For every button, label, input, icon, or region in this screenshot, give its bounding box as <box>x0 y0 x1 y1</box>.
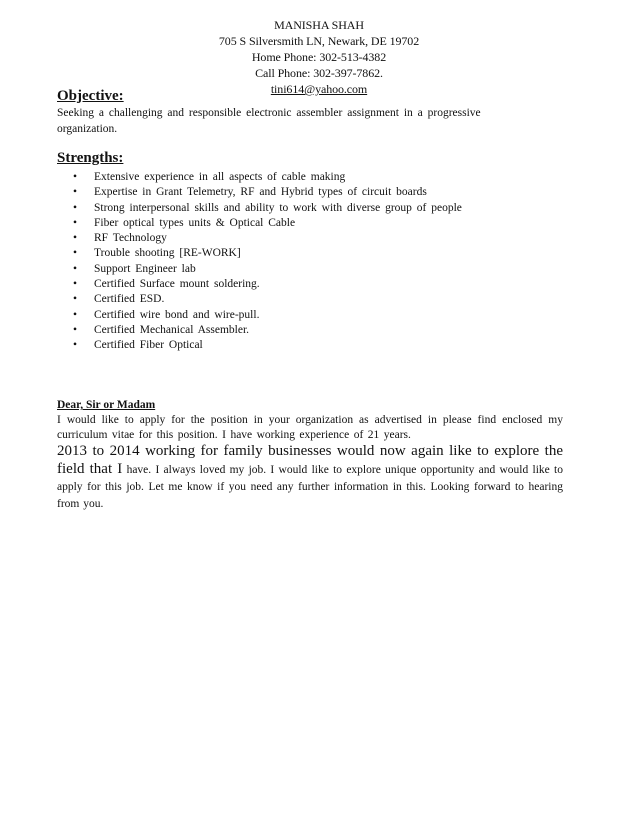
letter-paragraph: I would like to apply for the position in your organization as advertised in please find enclosed my curriculum vitae for this position. I have working experience of 21 years. <box>57 414 563 441</box>
cover-letter <box>57 397 563 513</box>
salutation: Dear, Sir or Madam <box>57 399 156 411</box>
strength-text: Certified Mechanical Assembler. <box>94 323 250 336</box>
list-item <box>73 323 462 338</box>
list-item <box>73 246 462 261</box>
bullet-icon: • <box>73 323 78 336</box>
list-item <box>73 262 462 277</box>
small-text-run: have. I always loved my job. I would like to explore unique opportunity and would like to apply for this job. Let me know if you need any further information in this. Looking forward to hearing from you. <box>57 464 563 510</box>
home-phone: Home Phone: 302-513-4382 <box>251 50 387 64</box>
large-text-run: 2013 to 2014 working for family businesses would now again like to explore the field that I <box>57 443 563 477</box>
bullet-icon: • <box>73 171 78 183</box>
list-item <box>73 292 462 307</box>
list-item <box>73 216 462 231</box>
list-item <box>73 308 462 323</box>
list-item <box>73 338 462 353</box>
objective-text: Seeking a challenging and responsible electronic assembler assignment in a progressive organization. <box>57 107 481 135</box>
bullet-icon: • <box>73 308 78 321</box>
bullet-icon: • <box>73 201 78 214</box>
email-link[interactable]: tini614@yahoo.com <box>270 82 368 96</box>
strength-text: RF Technology <box>94 232 167 245</box>
strengths-list <box>73 170 462 354</box>
bullet-icon: • <box>73 293 78 306</box>
letter-paragraph-mixed <box>57 443 563 513</box>
list-item <box>73 170 462 185</box>
strength-text: Fiber optical types units & Optical Cable <box>94 216 296 229</box>
bullet-icon: • <box>73 216 78 229</box>
bullet-icon: • <box>73 247 78 260</box>
list-item <box>73 201 462 216</box>
strength-text: Certified Surface mount soldering. <box>94 278 260 291</box>
applicant-name: MANISHA SHAH <box>274 18 364 32</box>
strength-text: Extensive experience in all aspects of cable making <box>94 171 346 183</box>
bullet-icon: • <box>73 186 78 199</box>
strength-text: Trouble shooting [RE-WORK] <box>94 247 241 260</box>
strength-text: Certified Fiber Optical <box>94 339 203 352</box>
strength-text: Strong interpersonal skills and ability to work with diverse group of people <box>94 201 462 214</box>
address-line: 705 S Silversmith LN, Newark, DE 19702 <box>218 34 420 48</box>
strength-text: Expertise in Grant Telemetry, RF and Hybrid types of circuit boards <box>94 186 427 199</box>
list-item <box>73 277 462 292</box>
bullet-icon: • <box>73 232 78 245</box>
list-item <box>73 231 462 246</box>
list-item <box>73 185 462 200</box>
call-phone: Call Phone: 302-397-7862. <box>255 66 383 80</box>
bullet-icon: • <box>73 339 78 352</box>
strengths-heading: Strengths: <box>57 150 124 166</box>
strength-text: Certified ESD. <box>94 293 165 306</box>
contact-header <box>0 17 638 97</box>
bullet-icon: • <box>73 262 78 275</box>
strength-text: Support Engineer lab <box>94 262 196 275</box>
bullet-icon: • <box>73 278 78 291</box>
objective-heading: Objective: <box>57 88 124 104</box>
strength-text: Certified wire bond and wire-pull. <box>94 308 260 321</box>
